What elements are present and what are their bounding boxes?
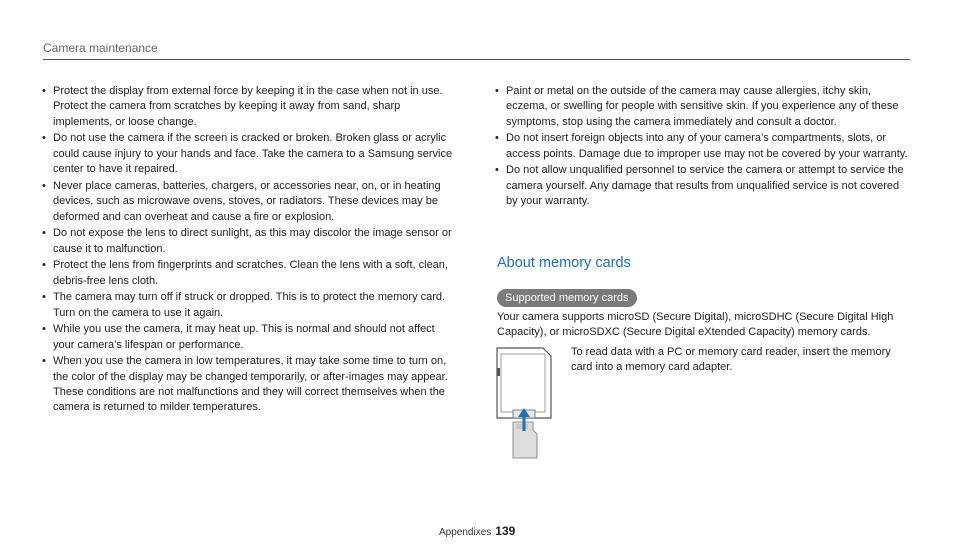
bullet-item: • Do not use the camera if the screen is cracked or broken. Broken glass or acrylic could cause injury to your hands and face. Take the camera to a Samsung service center to have it repaired. <box>40 131 458 177</box>
subsection-badge: Supported memory cards <box>497 289 637 307</box>
bullet-item: • While you use the camera, it may heat up. This is normal and should not affect your camera’s lifespan or performance. <box>40 322 458 353</box>
page-number: 139 <box>495 524 516 538</box>
bullet-item: • Never place cameras, batteries, chargers, or accessories near, on, or in heating devices, such as microwave ovens, stoves, or radiators. These devices may be deformed and can overheat and cause a fire or explosion. <box>40 179 458 225</box>
memory-card-intro: Your camera supports microSD (Secure Digital), microSDHC (Secure Digital High Capacity), or microSDXC (Secure Digital eXtended Capacity) memory cards. <box>497 311 894 339</box>
right-column-list <box>493 84 911 211</box>
bullet-item: • Do not insert foreign objects into any of your camera’s compartments, slots, or access points. Damage due to improper use may not be covered by your warranty. <box>493 131 911 162</box>
header-divider <box>43 59 910 60</box>
bullet-item: • Protect the lens from fingerprints and scratches. Clean the lens with a soft, clean, debris-free lens cloth. <box>40 258 458 289</box>
bullet-item: • Do not expose the lens to direct sunlight, as this may discolor the image sensor or cause it to malfunction. <box>40 226 458 257</box>
bullet-item: • When you use the camera in low temperatures, it may take some time to turn on, the color of the display may be changed temporarily, or after-images may appear. These conditions are not malfunctions and they will correct themselves when the camera is returned to milder temperatures. <box>40 354 458 416</box>
memory-card-adapter-icon <box>495 346 555 465</box>
section-header: Camera maintenance <box>43 41 158 55</box>
adapter-note: To read data with a PC or memory card reader, insert the memory card into a memory card adapter. <box>571 346 891 374</box>
left-column-list <box>40 84 458 417</box>
bullet-item: • Paint or metal on the outside of the camera may cause allergies, itchy skin, eczema, or swelling for people with sensitive skin. If you experience any of these symptoms, stop using the camera immediately and consult a doctor. <box>493 84 911 130</box>
bullet-item: • The camera may turn off if struck or dropped. This is to protect the memory card. Turn on the camera to use it again. <box>40 290 458 321</box>
page-footer <box>439 524 515 538</box>
bullet-item: • Do not allow unqualified personnel to service the camera or attempt to service the camera yourself. Any damage that results from unqualified service is not covered by your warranty. <box>493 163 911 209</box>
footer-label: Appendixes <box>439 527 492 538</box>
section-title: About memory cards <box>497 255 631 271</box>
bullet-item: • Protect the display from external force by keeping it in the case when not in use. Protect the camera from scratches by keeping it away from sand, sharp implements, or loose change. <box>40 84 458 130</box>
